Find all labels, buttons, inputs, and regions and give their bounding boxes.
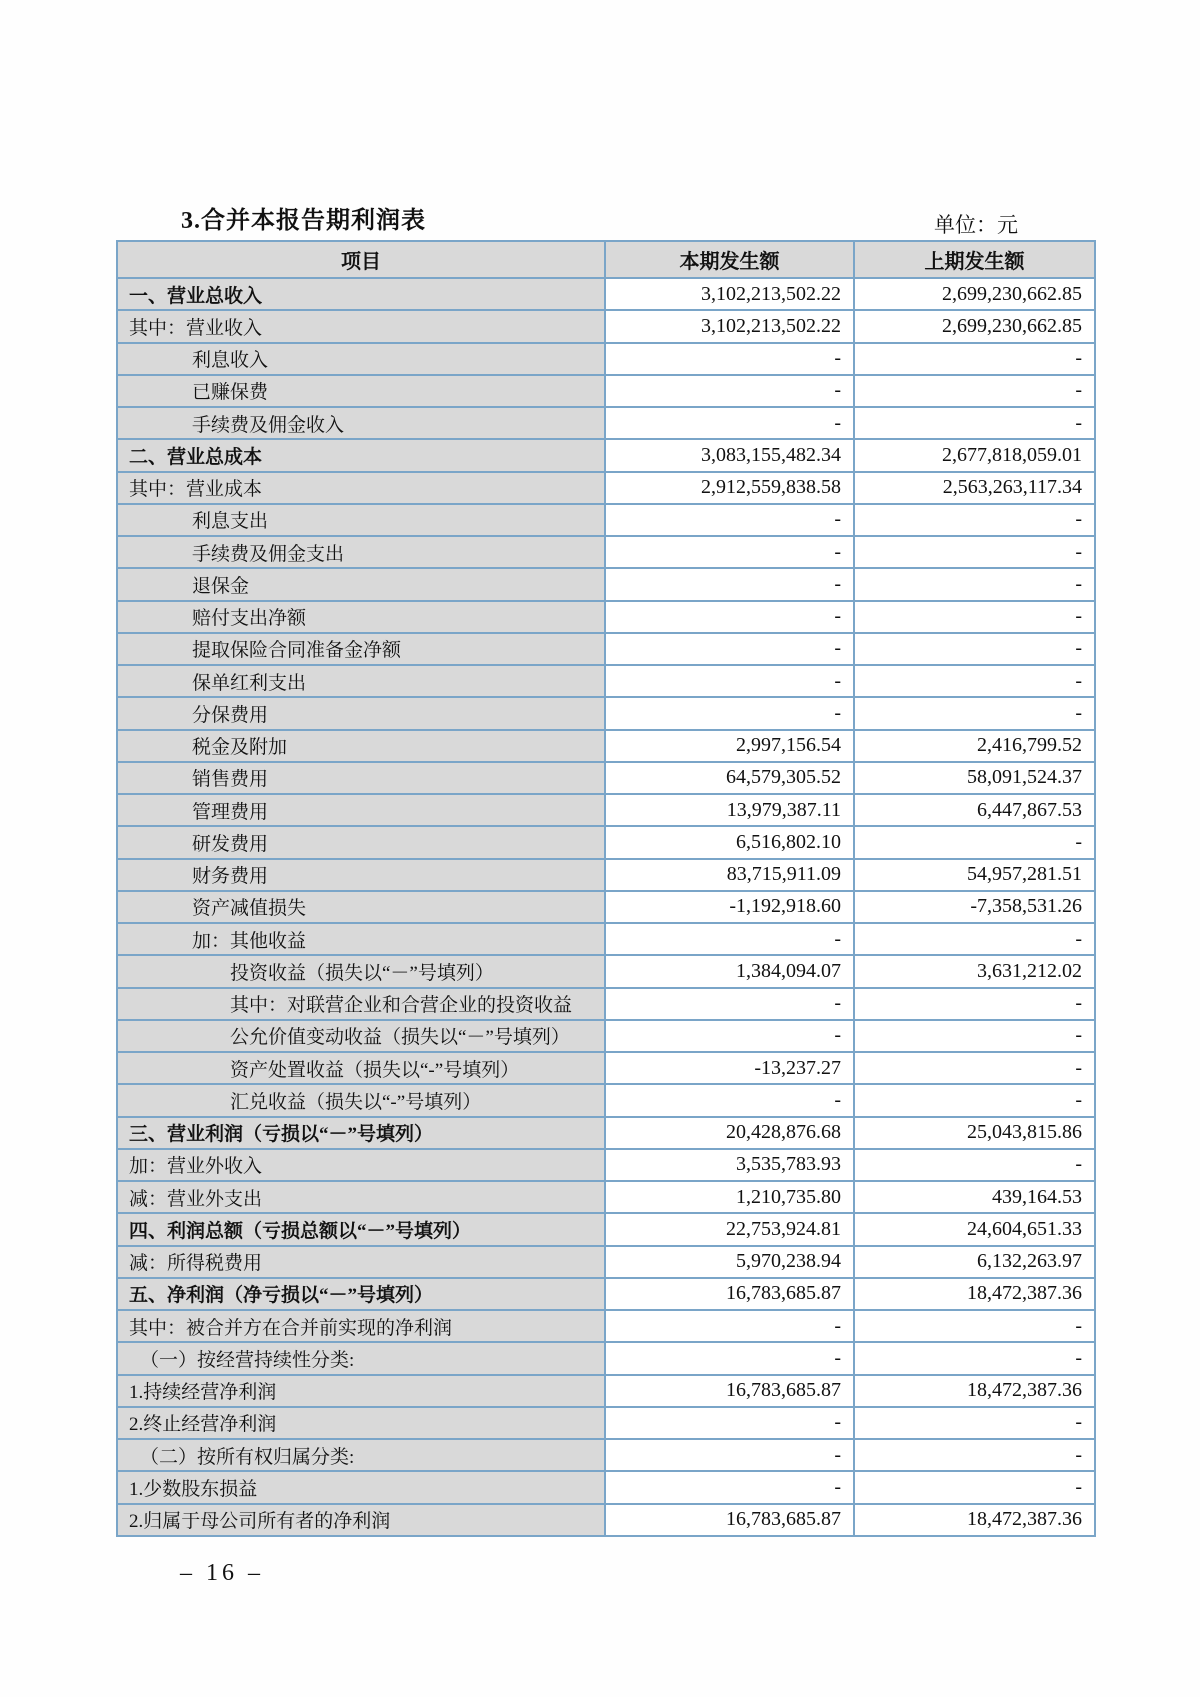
- table-row: [117, 697, 1095, 729]
- table-row: [117, 375, 1095, 407]
- income-table-header: [117, 241, 1095, 278]
- current-amount-cell: -: [605, 923, 854, 955]
- table-row: [117, 343, 1095, 375]
- row-label-cell: 二、营业总成本: [117, 439, 605, 471]
- row-label-cell: 已赚保费: [117, 375, 605, 407]
- prior-amount-cell: -: [854, 568, 1095, 600]
- row-label-cell: 利息收入: [117, 343, 605, 375]
- prior-amount-cell: 2,699,230,662.85: [854, 278, 1095, 310]
- prior-amount-cell: 25,043,815.86: [854, 1117, 1095, 1149]
- row-label-cell: 投资收益（损失以“－”号填列）: [117, 955, 605, 987]
- current-amount-cell: 22,753,924.81: [605, 1213, 854, 1245]
- current-amount-cell: -: [605, 407, 854, 439]
- current-amount-cell: 1,210,735.80: [605, 1181, 854, 1213]
- row-label-cell: 分保费用: [117, 697, 605, 729]
- prior-amount-cell: -: [854, 536, 1095, 568]
- current-amount-cell: -: [605, 1084, 854, 1116]
- row-label-cell: 手续费及佣金收入: [117, 407, 605, 439]
- current-amount-cell: -: [605, 988, 854, 1020]
- row-label-cell: 四、利润总额（亏损总额以“－”号填列）: [117, 1213, 605, 1245]
- table-row: [117, 1084, 1095, 1116]
- row-label-cell: 利息支出: [117, 504, 605, 536]
- table-row: [117, 988, 1095, 1020]
- prior-amount-cell: -: [854, 1052, 1095, 1084]
- prior-amount-cell: -: [854, 1439, 1095, 1471]
- row-label-cell: 减：所得税费用: [117, 1246, 605, 1278]
- prior-amount-cell: -: [854, 1407, 1095, 1439]
- column-header-prior-period: 上期发生额: [854, 241, 1095, 278]
- current-amount-cell: -: [605, 536, 854, 568]
- row-label-cell: 资产减值损失: [117, 891, 605, 923]
- table-row: [117, 1342, 1095, 1374]
- header-row: [117, 241, 1095, 278]
- column-header-current-period: 本期发生额: [605, 241, 854, 278]
- prior-amount-cell: 24,604,651.33: [854, 1213, 1095, 1245]
- table-row: [117, 633, 1095, 665]
- row-label-cell: 三、营业利润（亏损以“－”号填列）: [117, 1117, 605, 1149]
- table-row: [117, 762, 1095, 794]
- current-amount-cell: -1,192,918.60: [605, 891, 854, 923]
- current-amount-cell: -: [605, 1407, 854, 1439]
- row-label-cell: 提取保险合同准备金净额: [117, 633, 605, 665]
- current-amount-cell: -: [605, 504, 854, 536]
- prior-amount-cell: 2,563,263,117.34: [854, 472, 1095, 504]
- current-amount-cell: 3,102,213,502.22: [605, 310, 854, 342]
- prior-amount-cell: -: [854, 633, 1095, 665]
- income-table-body: [117, 278, 1095, 1536]
- prior-amount-cell: -7,358,531.26: [854, 891, 1095, 923]
- prior-amount-cell: -: [854, 697, 1095, 729]
- page-number: – 16 –: [180, 1560, 264, 1586]
- current-amount-cell: 3,535,783.93: [605, 1149, 854, 1181]
- current-amount-cell: 83,715,911.09: [605, 859, 854, 891]
- current-amount-cell: -: [605, 1342, 854, 1374]
- table-row: [117, 1213, 1095, 1245]
- row-label-cell: 保单红利支出: [117, 665, 605, 697]
- income-statement-table: [116, 240, 1096, 1537]
- current-amount-cell: 13,979,387.11: [605, 794, 854, 826]
- table-row: [117, 1375, 1095, 1407]
- prior-amount-cell: -: [854, 343, 1095, 375]
- row-label-cell: 销售费用: [117, 762, 605, 794]
- row-label-cell: 其中：对联营企业和合营企业的投资收益: [117, 988, 605, 1020]
- prior-amount-cell: 3,631,212.02: [854, 955, 1095, 987]
- table-row: [117, 665, 1095, 697]
- prior-amount-cell: -: [854, 923, 1095, 955]
- prior-amount-cell: -: [854, 375, 1095, 407]
- table-row: [117, 1052, 1095, 1084]
- prior-amount-cell: -: [854, 1084, 1095, 1116]
- row-label-cell: 一、营业总收入: [117, 278, 605, 310]
- current-amount-cell: 6,516,802.10: [605, 826, 854, 858]
- prior-amount-cell: -: [854, 826, 1095, 858]
- current-amount-cell: 3,083,155,482.34: [605, 439, 854, 471]
- current-amount-cell: 2,912,559,838.58: [605, 472, 854, 504]
- table-row: [117, 730, 1095, 762]
- table-row: [117, 1278, 1095, 1310]
- table-row: [117, 536, 1095, 568]
- table-row: [117, 1246, 1095, 1278]
- row-label-cell: 减：营业外支出: [117, 1181, 605, 1213]
- table-row: [117, 472, 1095, 504]
- row-label-cell: 资产处置收益（损失以“-”号填列）: [117, 1052, 605, 1084]
- row-label-cell: 管理费用: [117, 794, 605, 826]
- row-label-cell: 赔付支出净额: [117, 601, 605, 633]
- current-amount-cell: -: [605, 1471, 854, 1503]
- table-row: [117, 859, 1095, 891]
- prior-amount-cell: -: [854, 1149, 1095, 1181]
- prior-amount-cell: 6,447,867.53: [854, 794, 1095, 826]
- prior-amount-cell: 58,091,524.37: [854, 762, 1095, 794]
- current-amount-cell: 5,970,238.94: [605, 1246, 854, 1278]
- table-row: [117, 504, 1095, 536]
- row-label-cell: 税金及附加: [117, 730, 605, 762]
- current-amount-cell: -: [605, 1439, 854, 1471]
- row-label-cell: 其中：被合并方在合并前实现的净利润: [117, 1310, 605, 1342]
- prior-amount-cell: 2,699,230,662.85: [854, 310, 1095, 342]
- row-label-cell: （一）按经营持续性分类:: [117, 1342, 605, 1374]
- table-row: [117, 1407, 1095, 1439]
- current-amount-cell: 64,579,305.52: [605, 762, 854, 794]
- row-label-cell: 财务费用: [117, 859, 605, 891]
- table-row: [117, 407, 1095, 439]
- table-row: [117, 1117, 1095, 1149]
- current-amount-cell: 20,428,876.68: [605, 1117, 854, 1149]
- table-row: [117, 923, 1095, 955]
- current-amount-cell: 16,783,685.87: [605, 1278, 854, 1310]
- prior-amount-cell: 6,132,263.97: [854, 1246, 1095, 1278]
- prior-amount-cell: -: [854, 1342, 1095, 1374]
- row-label-cell: 加：其他收益: [117, 923, 605, 955]
- row-label-cell: 汇兑收益（损失以“-”号填列）: [117, 1084, 605, 1116]
- prior-amount-cell: -: [854, 407, 1095, 439]
- table-row: [117, 310, 1095, 342]
- prior-amount-cell: -: [854, 504, 1095, 536]
- current-amount-cell: 1,384,094.07: [605, 955, 854, 987]
- table-row: [117, 955, 1095, 987]
- table-row: [117, 568, 1095, 600]
- current-amount-cell: -: [605, 697, 854, 729]
- prior-amount-cell: 439,164.53: [854, 1181, 1095, 1213]
- table-row: [117, 1504, 1095, 1537]
- prior-amount-cell: 18,472,387.36: [854, 1375, 1095, 1407]
- current-amount-cell: 3,102,213,502.22: [605, 278, 854, 310]
- row-label-cell: 2.归属于母公司所有者的净利润: [117, 1504, 605, 1537]
- table-row: [117, 891, 1095, 923]
- current-amount-cell: 16,783,685.87: [605, 1375, 854, 1407]
- prior-amount-cell: -: [854, 1020, 1095, 1052]
- prior-amount-cell: 18,472,387.36: [854, 1504, 1095, 1537]
- current-amount-cell: -: [605, 665, 854, 697]
- table-row: [117, 278, 1095, 310]
- row-label-cell: 1.少数股东损益: [117, 1471, 605, 1503]
- prior-amount-cell: -: [854, 988, 1095, 1020]
- prior-amount-cell: -: [854, 1310, 1095, 1342]
- row-label-cell: 研发费用: [117, 826, 605, 858]
- column-header-item: 项目: [117, 241, 605, 278]
- current-amount-cell: -: [605, 375, 854, 407]
- prior-amount-cell: -: [854, 1471, 1095, 1503]
- unit-label: 单位：元: [934, 213, 1018, 237]
- table-row: [117, 439, 1095, 471]
- current-amount-cell: -: [605, 1310, 854, 1342]
- table-row: [117, 601, 1095, 633]
- table-row: [117, 1439, 1095, 1471]
- table-row: [117, 1471, 1095, 1503]
- row-label-cell: 其中：营业收入: [117, 310, 605, 342]
- row-label-cell: （二）按所有权归属分类:: [117, 1439, 605, 1471]
- prior-amount-cell: 54,957,281.51: [854, 859, 1095, 891]
- table-row: [117, 826, 1095, 858]
- prior-amount-cell: -: [854, 601, 1095, 633]
- row-label-cell: 加：营业外收入: [117, 1149, 605, 1181]
- current-amount-cell: 16,783,685.87: [605, 1504, 854, 1537]
- current-amount-cell: -: [605, 343, 854, 375]
- row-label-cell: 退保金: [117, 568, 605, 600]
- row-label-cell: 公允价值变动收益（损失以“－”号填列）: [117, 1020, 605, 1052]
- current-amount-cell: -: [605, 633, 854, 665]
- table-row: [117, 1310, 1095, 1342]
- section-title: 3.合并本报告期利润表: [181, 208, 426, 234]
- current-amount-cell: -: [605, 601, 854, 633]
- row-label-cell: 2.终止经营净利润: [117, 1407, 605, 1439]
- table-row: [117, 1149, 1095, 1181]
- row-label-cell: 其中：营业成本: [117, 472, 605, 504]
- row-label-cell: 手续费及佣金支出: [117, 536, 605, 568]
- current-amount-cell: 2,997,156.54: [605, 730, 854, 762]
- current-amount-cell: -: [605, 568, 854, 600]
- current-amount-cell: -13,237.27: [605, 1052, 854, 1084]
- current-amount-cell: -: [605, 1020, 854, 1052]
- prior-amount-cell: -: [854, 665, 1095, 697]
- row-label-cell: 五、净利润（净亏损以“－”号填列）: [117, 1278, 605, 1310]
- prior-amount-cell: 18,472,387.36: [854, 1278, 1095, 1310]
- table-row: [117, 1181, 1095, 1213]
- table-row: [117, 1020, 1095, 1052]
- prior-amount-cell: 2,677,818,059.01: [854, 439, 1095, 471]
- prior-amount-cell: 2,416,799.52: [854, 730, 1095, 762]
- row-label-cell: 1.持续经营净利润: [117, 1375, 605, 1407]
- table-row: [117, 794, 1095, 826]
